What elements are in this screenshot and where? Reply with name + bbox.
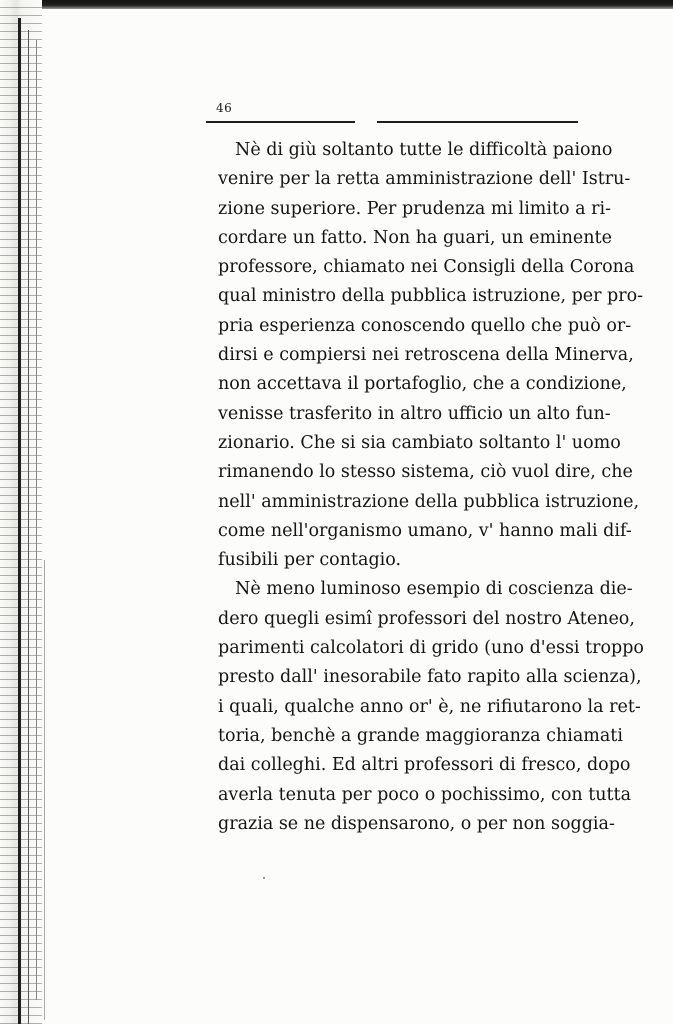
scan-top-edge xyxy=(0,0,673,9)
text-line: pria esperienza conoscendo quello che può or- xyxy=(218,315,632,336)
text-line: presto dall' inesorabile fato rapito alla scienza), xyxy=(218,667,642,688)
scan-speck xyxy=(263,877,265,879)
text-line: non accettava il portafoglio, che a condizione, xyxy=(218,374,627,395)
text-line: cordare un fatto. Non ha guari, un eminente xyxy=(218,227,612,248)
text-line: rimanendo lo stesso sistema, ciò vuol dire, che xyxy=(218,462,633,483)
text-line: dirsi e compiersi nei retroscena della Minerva, xyxy=(218,345,634,366)
text-line: venisse trasferito in altro ufficio un alto fun- xyxy=(218,403,611,424)
text-line: dai colleghi. Ed altri professori di fresco, dopo xyxy=(218,755,631,776)
text-line: venire per la retta amministrazione dell' Istru- xyxy=(218,169,631,190)
body-text xyxy=(218,136,644,839)
text-line: fusibili per contagio. xyxy=(218,550,402,571)
binding-line xyxy=(18,18,21,1024)
text-line: come nell'organismo umano, v' hanno mali dif- xyxy=(218,520,632,541)
book-binding-edge xyxy=(0,0,42,1024)
text-line: Nè meno luminoso esempio di coscienza die- xyxy=(235,579,633,600)
binding-line xyxy=(28,30,29,1024)
text-line: Nè di giù soltanto tutte le difficoltà paiono xyxy=(235,140,613,160)
text-line: zione superiore. Per prudenza mi limito a ri- xyxy=(218,198,611,219)
text-line: toria, benchè a grande maggioranza chiamati xyxy=(218,725,623,746)
text-line: nell' amministrazione della pubblica istruzione, xyxy=(218,491,640,512)
paragraph xyxy=(218,575,644,839)
text-line: qual ministro della pubblica istruzione, per pro- xyxy=(218,286,644,307)
text-line: dero quegli esimî professori del nostro Ateneo, xyxy=(218,608,635,629)
text-line: averla tenuta per poco o pochissimo, con tutta xyxy=(218,784,632,805)
binding-line xyxy=(44,560,45,1020)
paragraph xyxy=(218,136,644,575)
text-line: parimenti calcolatori di grido (uno d'essi troppo xyxy=(218,638,644,659)
header-rule xyxy=(206,121,578,123)
header-rule-gap xyxy=(355,119,377,125)
text-line: professore, chiamato nei Consigli della Corona xyxy=(218,257,635,278)
text-line: zionario. Che si sia cambiato soltanto l' uomo xyxy=(218,432,621,453)
text-line: grazia se ne dispensarono, o per non soggia- xyxy=(218,813,615,834)
text-line: i quali, qualche anno or' è, ne rifiutarono la ret- xyxy=(218,696,641,717)
binding-line xyxy=(36,40,37,1000)
page-number: 46 xyxy=(216,101,233,115)
